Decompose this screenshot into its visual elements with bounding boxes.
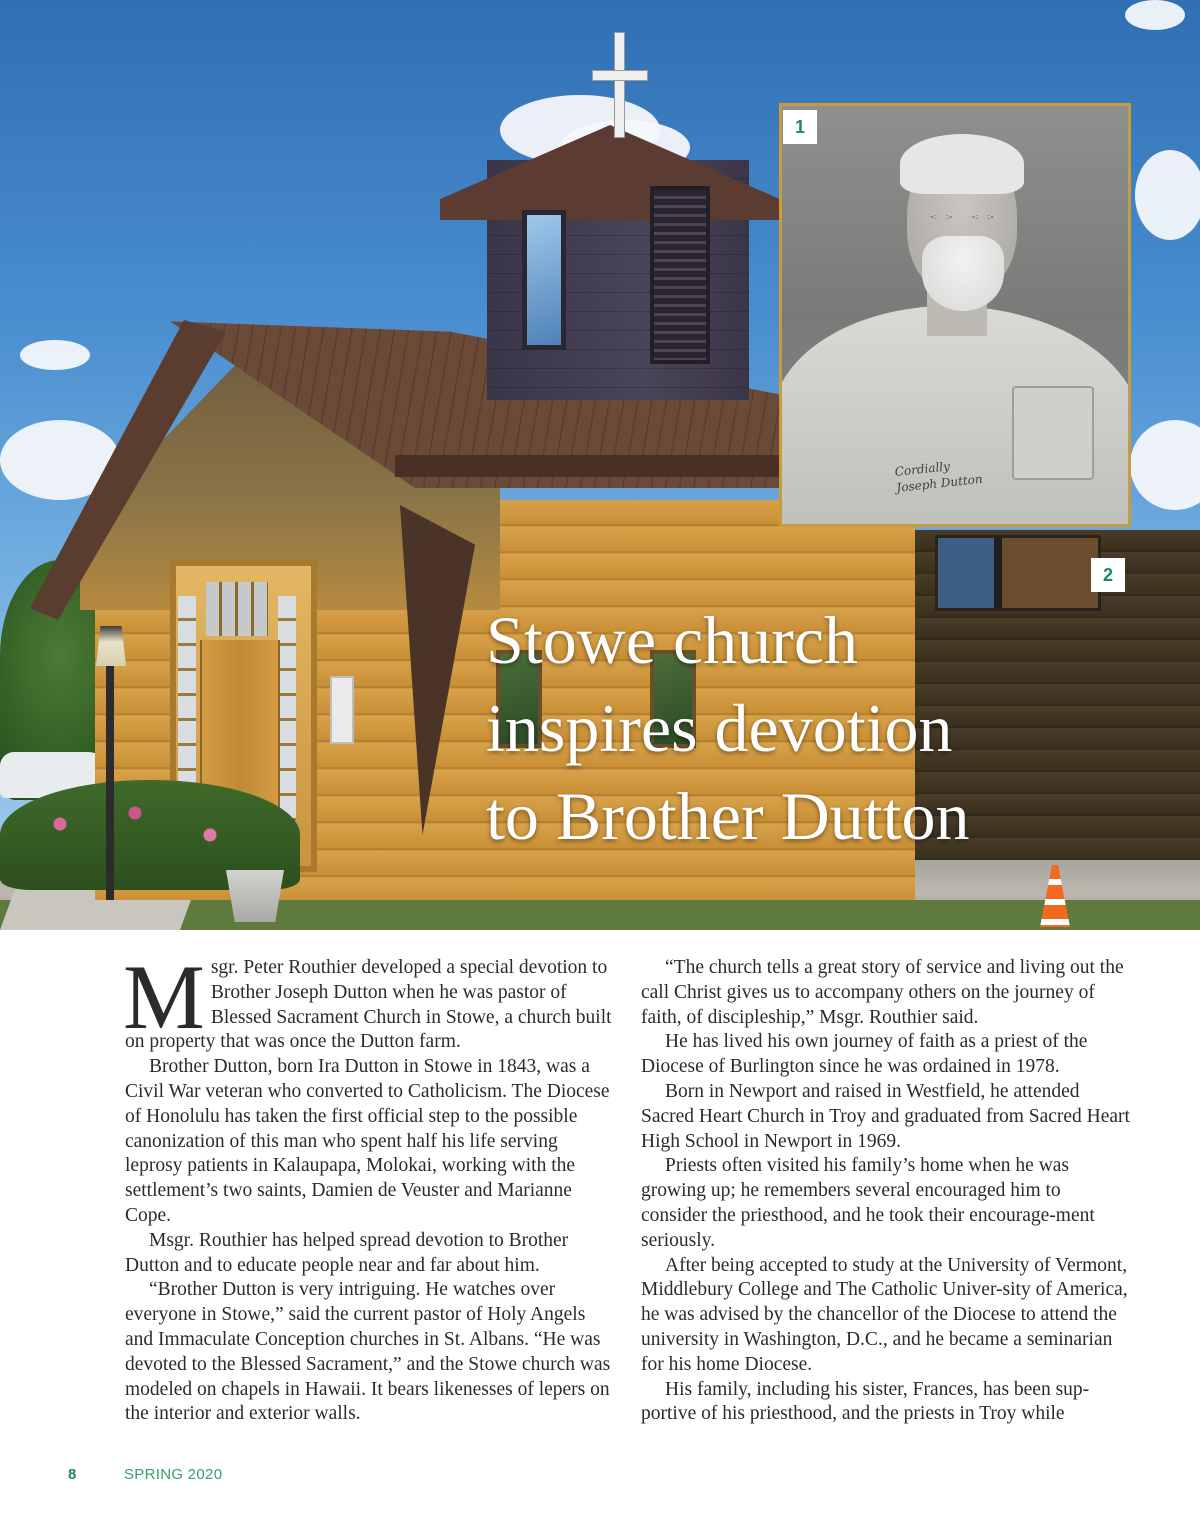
page-number: 8 <box>68 1466 77 1483</box>
portrait-beard <box>922 236 1004 311</box>
article-paragraph: He has lived his own journey of faith as a priest of the Diocese of Burlington since he was ordained in 1978. <box>641 1031 1088 1078</box>
cloud <box>20 340 90 370</box>
cloud <box>1125 0 1185 30</box>
wall-plaque <box>330 676 354 744</box>
article-paragraph: His family, including his sister, Frances, has been sup-portive of his priesthood, and the priests in Troy while <box>641 1378 1090 1425</box>
drop-cap: M <box>123 946 205 1048</box>
article-paragraph: Born in Newport and raised in Westfield, he attended Sacred Heart Church in Troy and graduated from Sacred Heart High School in Newport in 1969. <box>641 1080 1130 1152</box>
planter-pot <box>226 870 284 922</box>
article-paragraph <box>123 946 615 1055</box>
article-headline: Stowe church inspires devotion to Brother Dutton <box>486 602 970 854</box>
cloud <box>1130 420 1200 510</box>
cloud <box>1135 150 1200 240</box>
article-paragraph: “The church tells a great story of service and living out the call Christ gives us to accompany others on the journey of faith, of discipleship,” Msgr. Routhier said. <box>641 957 1124 1028</box>
article-paragraph: “Brother Dutton is very intriguing. He watches over everyone in Stowe,” said the current pastor of Holy Angels and Immaculate Conception churches in St. Albans. “He was devoted to the Blessed Sacrament,” and the Stowe church was modeled on chapels in Hawaii. It bears likenesses of lepers on the interior and exterior walls. <box>125 1279 611 1425</box>
portrait-signature: Cordially Joseph Dutton <box>894 459 984 495</box>
paragraph-text: sgr. Peter Routhier developed a special devotion to Brother Joseph Dutton when he was pastor of Blessed Sacrament Church in Stowe, a church built on property that was once the Dutton farm. <box>125 957 612 1053</box>
portrait-glasses <box>925 208 999 226</box>
cross-icon <box>614 32 625 138</box>
cross-icon-bar <box>592 70 648 81</box>
article-paragraph: After being accepted to study at the University of Vermont, Middlebury College and The Catholic Univer-sity of America, he was advised by the chancellor of the Diocese to attend the university in Washington, D.C., and he became a seminarian for his home Diocese. <box>641 1254 1128 1375</box>
article-paragraph: Priests often visited his family’s home when he was growing up; he remembers several encouraged him to consider the priesthood, and he took their encourage-ment seriously. <box>641 1155 1095 1251</box>
issue-label: SPRING 2020 <box>124 1466 223 1483</box>
article-column-left <box>123 946 615 1427</box>
door-transom-window <box>206 582 268 636</box>
portrait-brother-dutton <box>779 103 1131 527</box>
photo-number-badge-1: 1 <box>783 110 817 144</box>
article-column-right <box>641 956 1131 1427</box>
bell-tower-louver <box>650 186 710 364</box>
lamp-post <box>106 660 114 900</box>
portrait-pocket <box>1012 386 1094 480</box>
door-sidelight-right <box>278 596 296 836</box>
bell-tower-window <box>522 210 566 350</box>
portrait-hair <box>900 134 1024 194</box>
lamp-icon <box>96 626 126 666</box>
article-paragraph: Brother Dutton, born Ira Dutton in Stowe in 1843, was a Civil War veteran who converted to Catholicism. The Diocese of Honolulu has taken the first official step to the possible canonization of this man who spent half his life serving leprosy patients in Kalaupapa, Molokai, working with the settlement’s two saints, Damien de Veuster and Marianne Cope. <box>125 1056 610 1226</box>
article-paragraph: Msgr. Routhier has helped spread devotion to Brother Dutton and to educate people near and far about him. <box>125 1229 569 1276</box>
photo-number-badge-2: 2 <box>1091 558 1125 592</box>
